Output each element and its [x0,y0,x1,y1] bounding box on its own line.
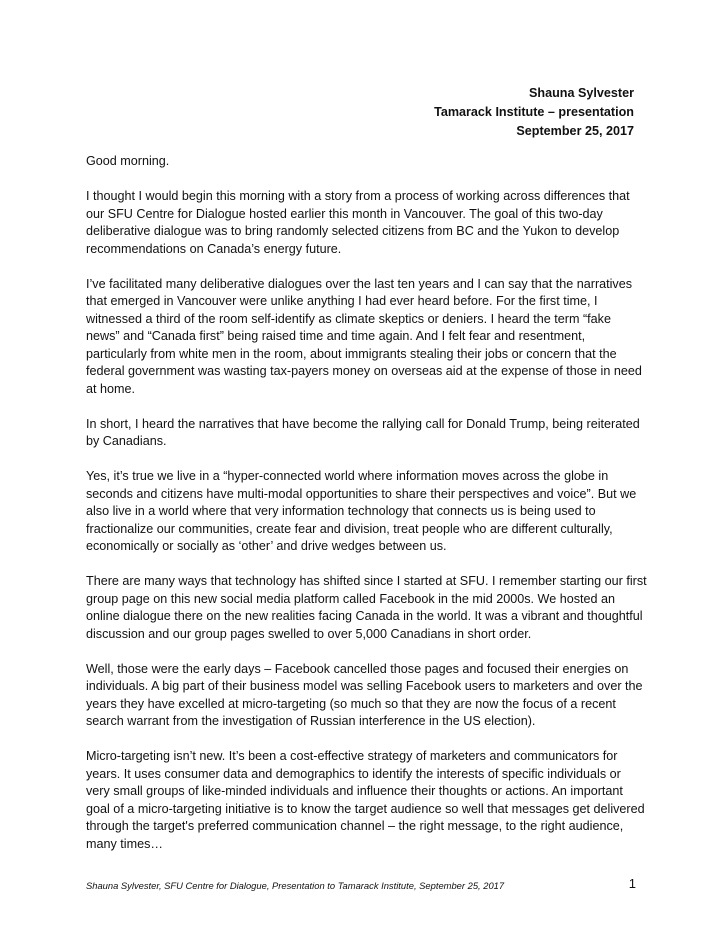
document-body [86,153,648,871]
document-header [434,84,634,141]
paragraph: I thought I would begin this morning with a story from a process of working across differences that our SFU Centre for Dialogue hosted earlier this month in Vancouver. The goal of this two-day deliberative dialogue was to bring randomly selected citizens from BC and the Yukon to develop recommendations on Canada’s energy future. [86,189,630,256]
author-name: Shauna Sylvester [529,86,634,100]
paragraph: I’ve facilitated many deliberative dialogues over the last ten years and I can say that the narratives that emerged in Vancouver were unlike anything I had ever heard before. For the first time, I witnessed a third of the room self-identify as climate skeptics or deniers. I heard the term “fake news” and “Canada first” being raised time and time again. And I felt fear and resentment, particularly from white men in the room, about immigrants stealing their jobs or concern that the federal government was wasting tax-payers money on overseas aid at the expense of those in need at home. [86,276,642,396]
paragraph: There are many ways that technology has shifted since I started at SFU. I remember starting our first group page on this new social media platform called Facebook in the mid 2000s. We hosted an online dialogue there on the new realities facing Canada in the world. It was a vibrant and thoughtful discussion and our group pages swelled to over 5,000 Canadians in short order. [86,574,647,641]
page-footer: Shauna Sylvester, SFU Centre for Dialogue, Presentation to Tamarack Institute, September 25, 2017 [86,880,505,891]
organization-line: Tamarack Institute – presentation [434,105,634,119]
paragraph: Yes, it’s true we live in a “hyper-connected world where information moves across the globe in seconds and citizens have multi-modal opportunities to share their perspectives and voice”. But we also live in a world where that very information technology that connects us is being used to fractionalize our communities, create fear and division, treat people who are different culturally, economically or socially as ‘other’ and drive wedges between us. [86,469,637,553]
paragraph: In short, I heard the narratives that have become the rallying call for Donald Trump, being reiterated by Canadians. [86,416,640,448]
page-number: 1 [628,876,636,891]
presentation-date: September 25, 2017 [516,124,634,138]
paragraph: Well, those were the early days – Facebook cancelled those pages and focused their energies on individuals. A big part of their business model was selling Facebook users to marketers and over the years they have excelled at micro-targeting (so much so that they are now the focus of a recent search warrant from the investigation of Russian interference in the US election). [86,661,643,728]
paragraph: Micro-targeting isn’t new. It’s been a cost-effective strategy of marketers and communicators for years. It uses consumer data and demographics to identify the interests of specific individuals or very small groups of like-minded individuals and influence their thoughts or actions. An important goal of a micro-targeting initiative is to know the target audience so well that messages get delivered through the target's preferred communication channel – the right message, to the right audience, many times… [86,749,645,851]
paragraph-greeting: Good morning. [86,154,170,168]
